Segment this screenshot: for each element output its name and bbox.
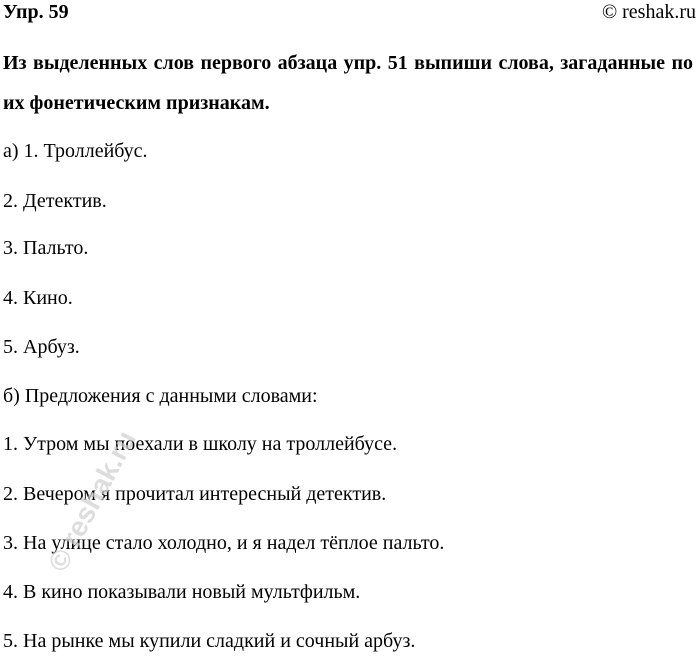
answer-line-3: 3. Пальто. bbox=[3, 237, 89, 259]
answer-line-a1: а) 1. Троллейбус. bbox=[3, 140, 148, 162]
watermark: © reshak.ru bbox=[42, 425, 142, 577]
answer-line-2: 2. Детектив. bbox=[3, 190, 107, 212]
answer-line-b-heading: б) Предложения с данными словами: bbox=[3, 385, 318, 407]
sentence-5: 5. На рынке мы купили сладкий и сочный арбуз. bbox=[3, 630, 416, 652]
site-credit: © reshak.ru bbox=[601, 1, 696, 23]
sentence-1: 1. Утром мы поехали в школу на троллейбусе. bbox=[3, 433, 398, 455]
sentence-2: 2. Вечером я прочитал интересный детектив. bbox=[3, 483, 387, 505]
answer-line-5: 5. Арбуз. bbox=[3, 336, 80, 358]
task-text: Из выделенных слов первого абзаца упр. 51 выпиши слова, загаданные по их фонетическим признакам. bbox=[3, 52, 693, 114]
sentence-3: 3. На улице стало холодно, и я надел тёплое пальто. bbox=[3, 532, 445, 554]
exercise-number: Упр. 59 bbox=[3, 1, 69, 23]
sentence-4: 4. В кино показывали новый мультфильм. bbox=[3, 581, 361, 603]
answer-line-4: 4. Кино. bbox=[3, 287, 73, 309]
page-header bbox=[3, 0, 696, 26]
